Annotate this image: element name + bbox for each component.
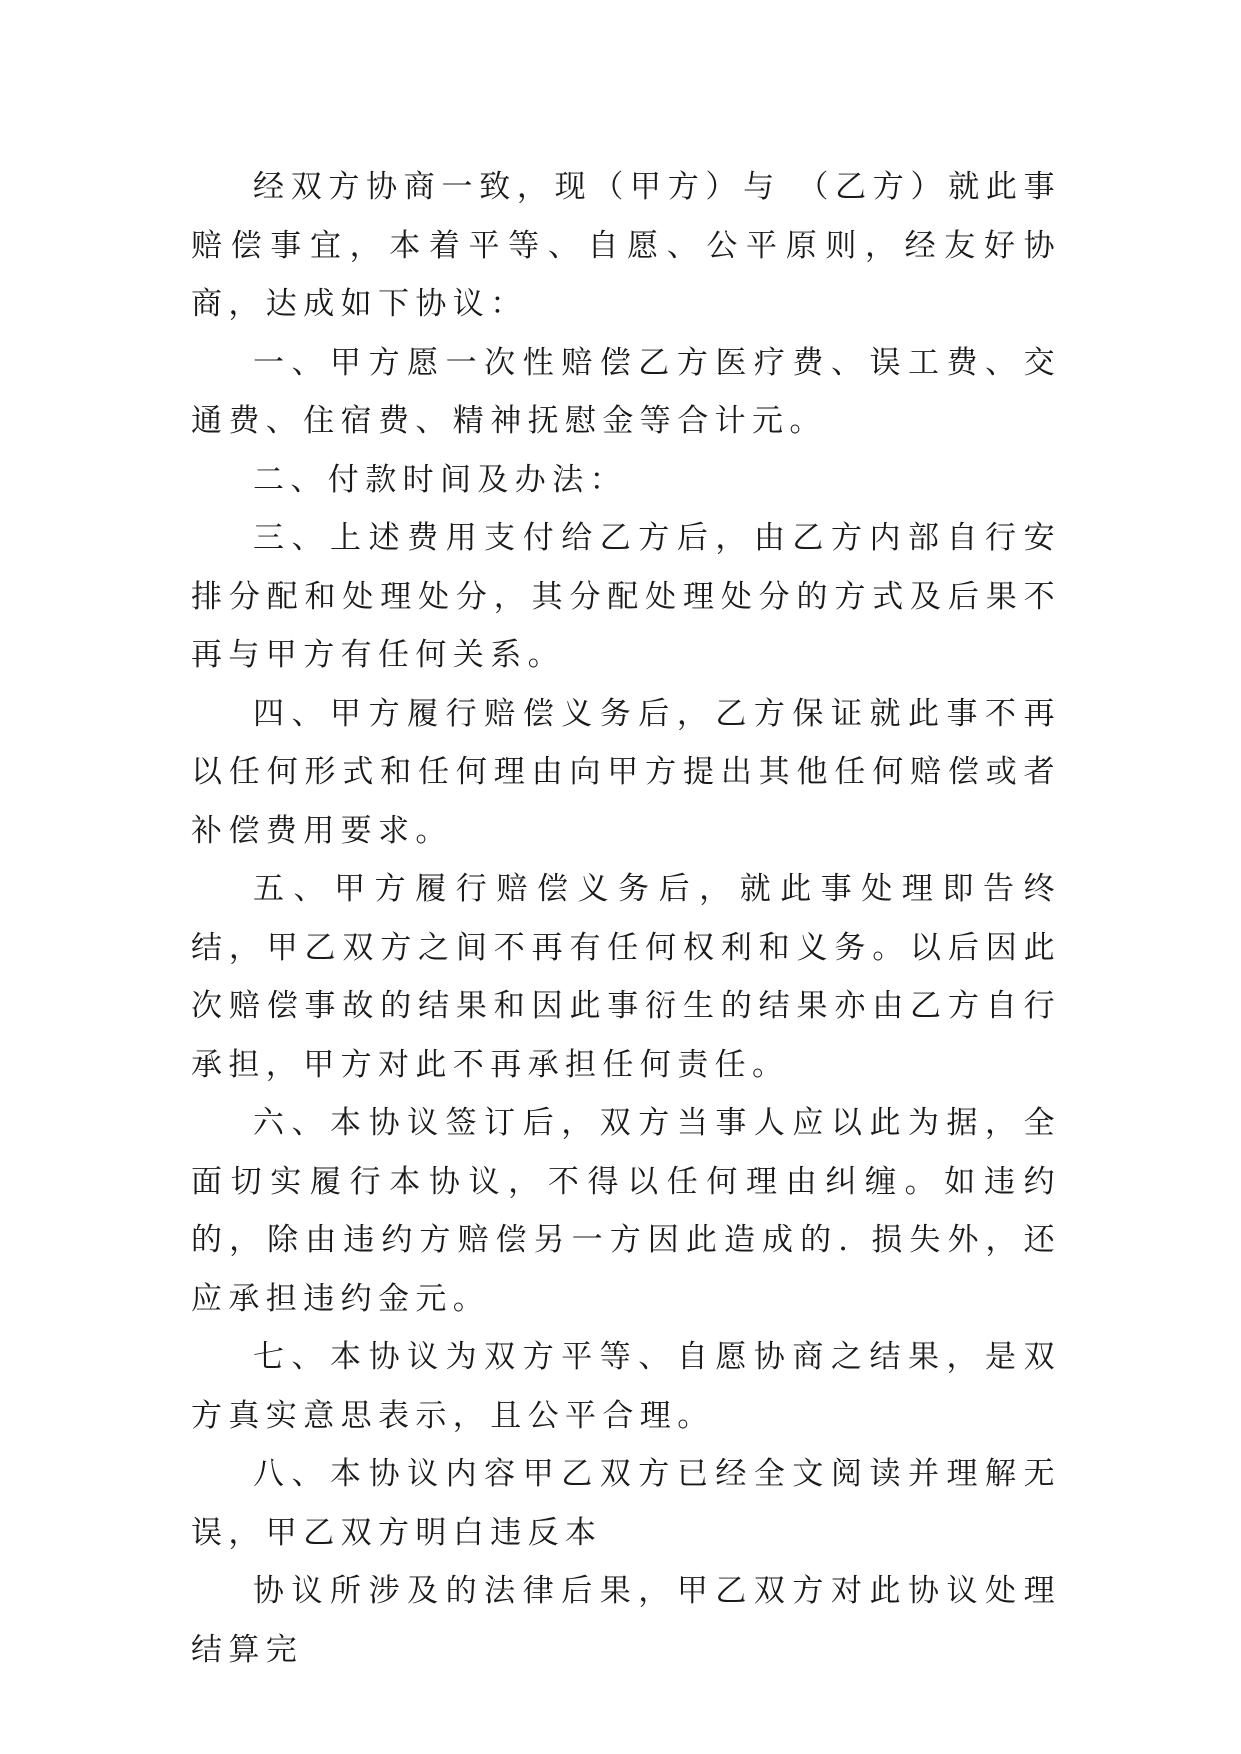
document-body [191,158,1061,1679]
paragraph-clause-3: 三、上述费用支付给乙方后，由乙方内部自行安排分配和处理处分，其分配处理处分的方式及后果不再与甲方有任何关系。 [191,520,1061,673]
paragraph-clause-8: 八、本协议内容甲乙双方已经全文阅读并理解无误，甲乙双方明白违反本 [191,1456,1061,1551]
paragraph-intro: 经双方协商一致，现（甲方）与 （乙方）就此事赔偿事宜，本着平等、自愿、公平原则，经友好协商，达成如下协议： [191,169,1061,322]
paragraph-clause-6: 六、本协议签订后，双方当事人应以此为据，全面切实履行本协议，不得以任何理由纠缠。如违约的，除由违约方赔偿另一方因此造成的. 损失外，还应承担违约金元。 [191,1105,1061,1317]
paragraph-clause-5: 五、甲方履行赔偿义务后，就此事处理即告终结，甲乙双方之间不再有任何权利和义务。以后因此次赔偿事故的结果和因此事衍生的结果亦由乙方自行承担，甲方对此不再承担任何责任。 [191,871,1061,1083]
paragraph-clause-8-continued: 协议所涉及的法律后果，甲乙双方对此协议处理结算完 [191,1573,1061,1668]
paragraph-clause-4: 四、甲方履行赔偿义务后，乙方保证就此事不再以任何形式和任何理由向甲方提出其他任何赔偿或者补偿费用要求。 [191,695,1061,849]
paragraph-clause-7: 七、本协议为双方平等、自愿协商之结果，是双方真实意思表示，且公平合理。 [191,1339,1061,1434]
paragraph-clause-1: 一、甲方愿一次性赔偿乙方医疗费、误工费、交通费、住宿费、精神抚慰金等合计元。 [191,344,1061,439]
paragraph-clause-2: 二、付款时间及办法： [253,461,627,498]
